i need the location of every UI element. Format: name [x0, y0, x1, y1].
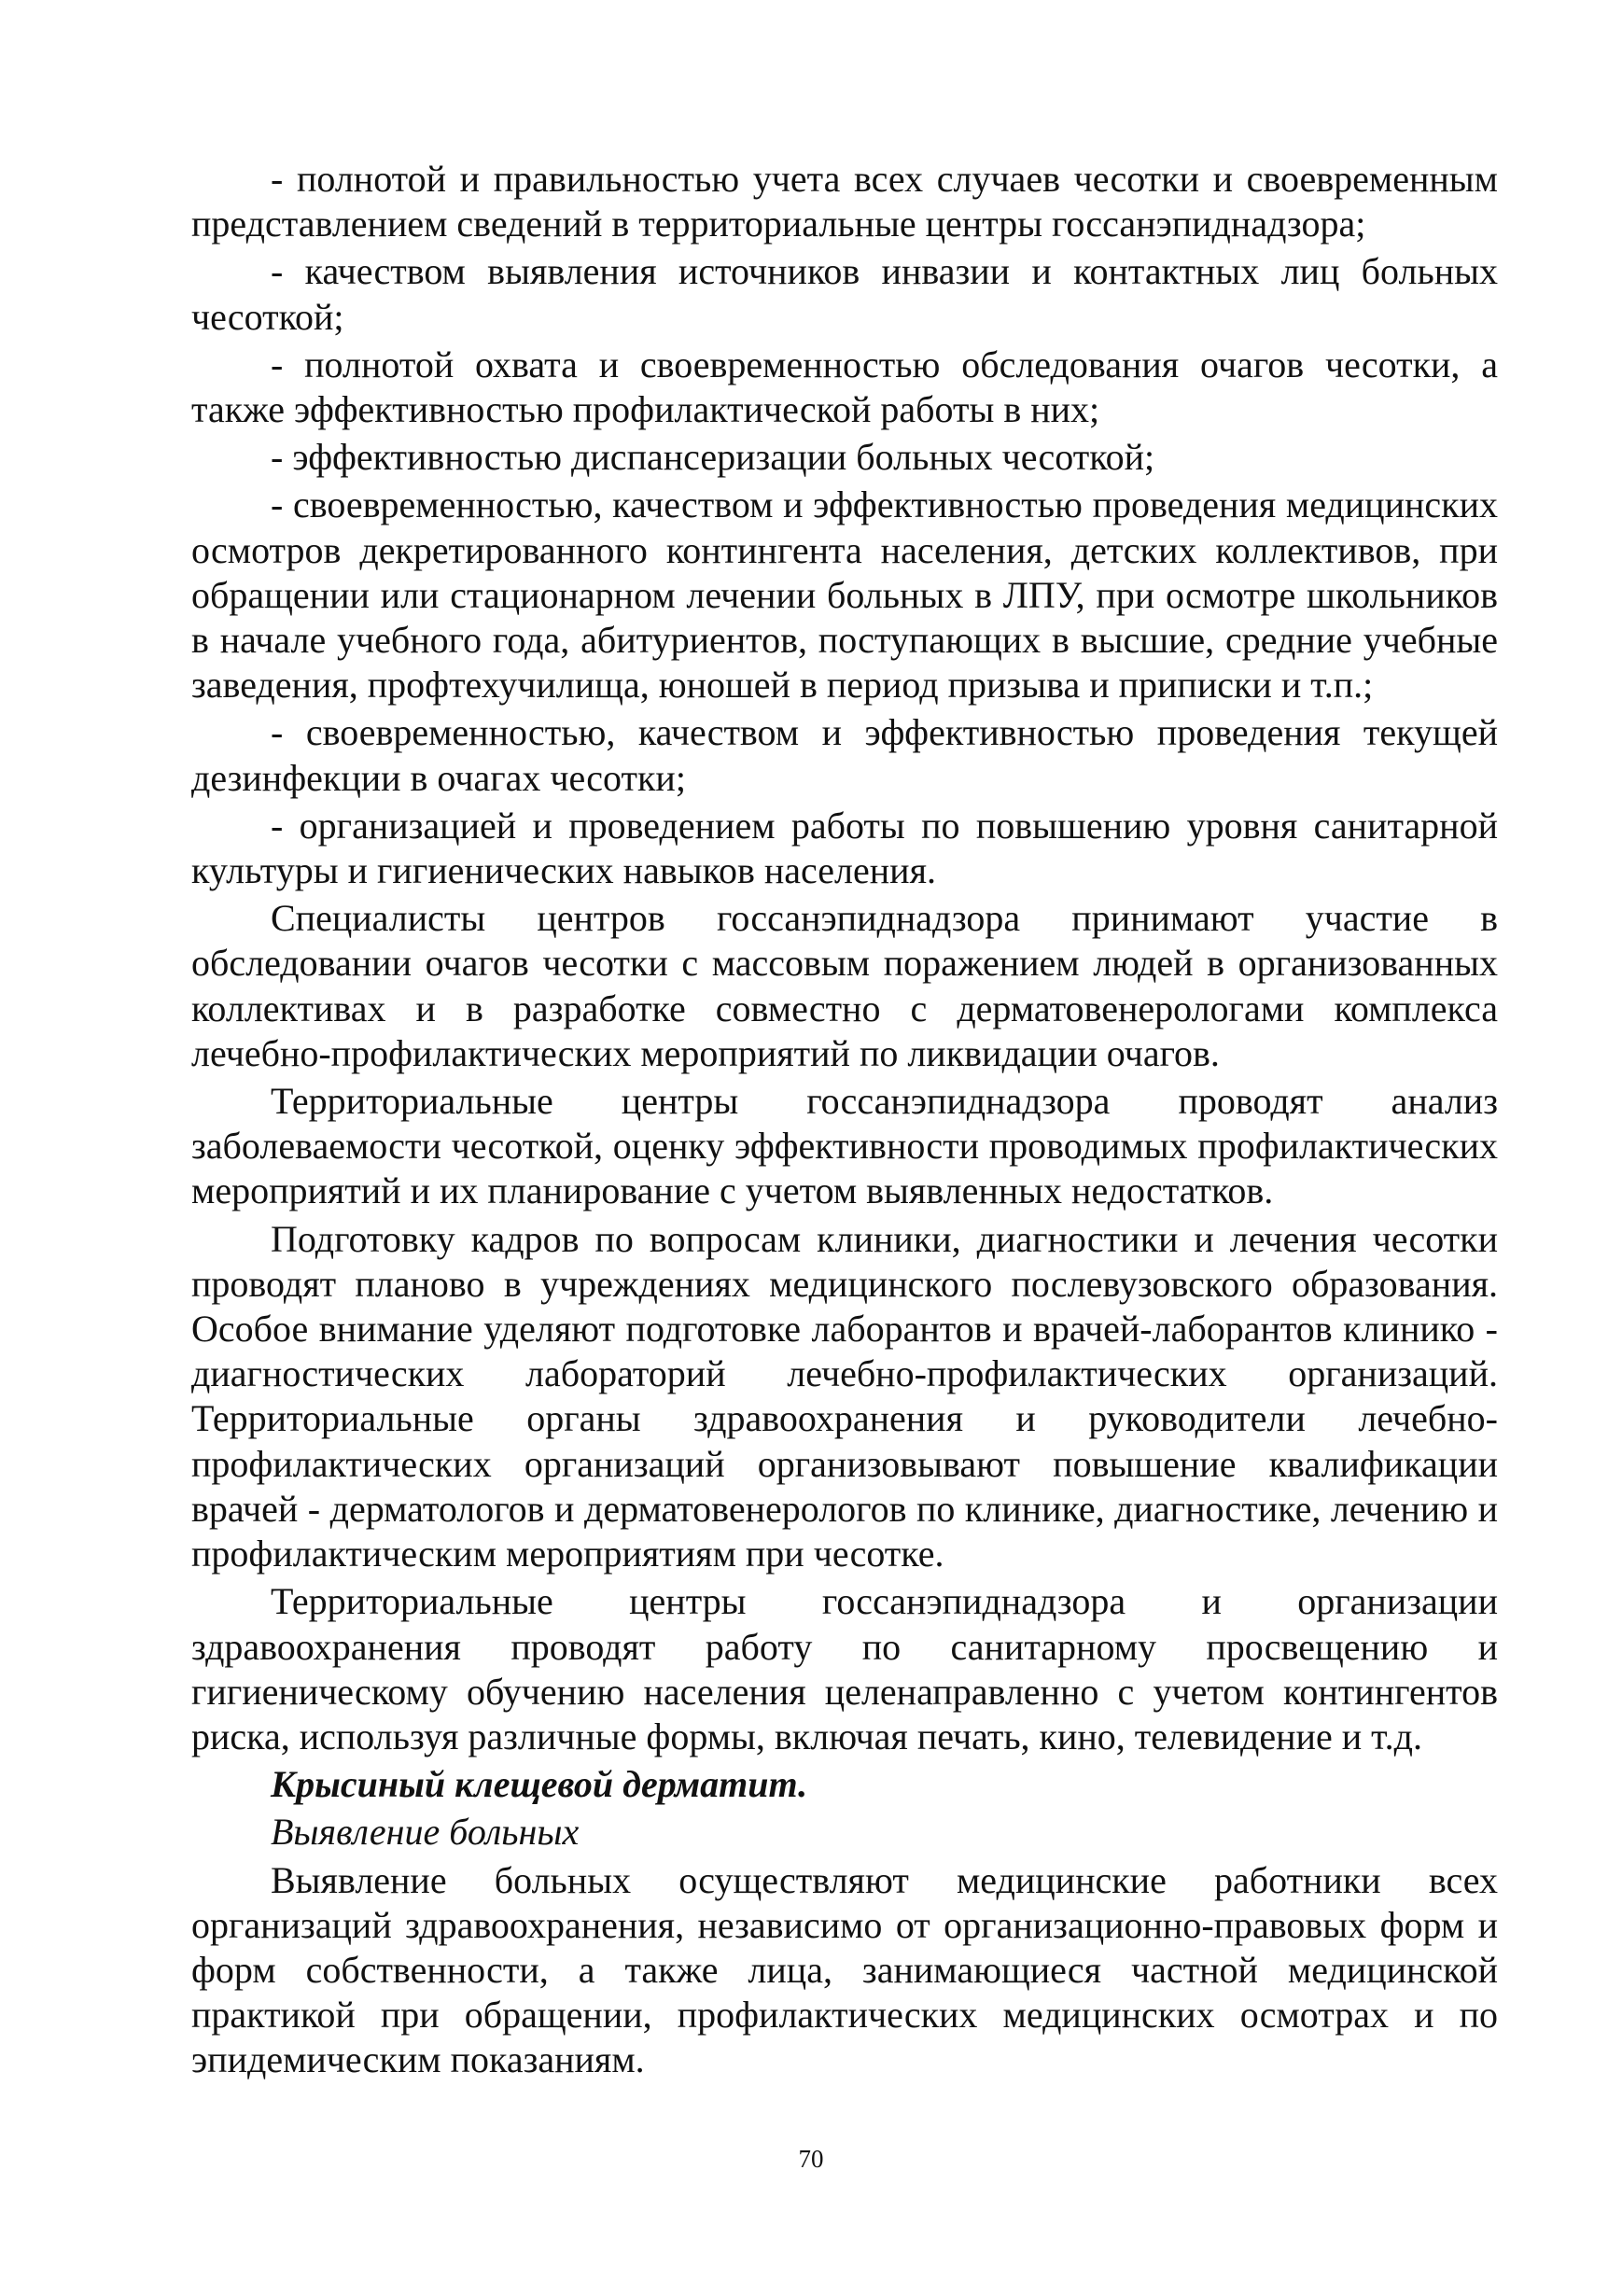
paragraph-foci-coverage: - полнотой охвата и своевременностью обследования очагов чесотки, а также эффективностью профилактической работы в них; — [191, 343, 1498, 431]
paragraph-specialists: Специалисты центров госсанэпиднадзора принимают участие в обследовании очагов чесотки с массовым поражением людей в организованных коллективах и в разработке совместно с дерматовенерологами комплекса лечебно-профилактических мероприятий по ликвидации очагов. — [191, 897, 1498, 1074]
subsection-title: Выявление больных — [271, 1811, 580, 1854]
paragraph-education: Территориальные центры госсанэпиднадзора и организации здравоохранения проводят работу по санитарному просвещению и гигиеническому обучению населения целенаправленно с учетом контингентов риска, используя различные формы, включая печать, кино, телевидение и т.д. — [191, 1580, 1498, 1757]
paragraph-detection-quality: - качеством выявления источников инвазии и контактных лиц больных чесоткой; — [191, 250, 1498, 338]
page-body — [191, 157, 1498, 2086]
paragraph-patient-detection: Выявление больных осуществляют медицинские работники всех организаций здравоохранения, независимо от организационно-правовых форм и форм собственности, а также лица, занимающиеся частной медицинской практикой при обращении, профилактических медицинских осмотрах и по эпидемическим показаниям. — [191, 1858, 1498, 2081]
paragraph-disinfection: - своевременностью, качеством и эффективностью проведения текущей дезинфекции в очагах чесотки; — [191, 711, 1498, 799]
paragraph-training: Подготовку кадров по вопросам клиники, диагностики и лечения чесотки проводят планово в учреждениях медицинского послевузовского образования. Особое внимание уделяют подготовке лаборантов и врачей-лаборантов клинико - диагностических лабораторий лечебно-профилактических организаций. Территориальные органы здравоохранения и руководители лечебно-профилактических организаций организовывают повышение квалификации врачей - дерматологов и дерматовенерологов по клинике, диагностике, лечению и профилактическим мероприятиям при чесотке. — [191, 1217, 1498, 1575]
paragraph-accounting: - полнотой и правильностью учета всех случаев чесотки и своевременным представлением сведений в территориальные центры госсанэпиднадзора; — [191, 158, 1498, 245]
paragraph-sanitary-culture: - организацией и проведением работы по повышению уровня санитарной культуры и гигиенических навыков населения. — [191, 804, 1498, 892]
paragraph-medical-exams: - своевременностью, качеством и эффективностью проведения медицинских осмотров декретированного контингента населения, детских коллективов, при обращении или стационарном лечении больных в ЛПУ, при осмотре школьников в начале учебного года, абитуриентов, поступающих в высшие, средние учебные заведения, профтехучилища, юношей в период призыва и приписки и т.п.; — [191, 483, 1498, 707]
paragraph-dispensary: - эффективностью диспансеризации больных чесоткой; — [271, 436, 1155, 479]
section-title: Крысиный клещевой дерматит. — [271, 1763, 808, 1806]
paragraph-analysis: Территориальные центры госсанэпиднадзора проводят анализ заболеваемости чесоткой, оценку эффективности проводимых профилактических мероприятий и их планирование с учетом выявленных недостатков. — [191, 1080, 1498, 1212]
page-number: 70 — [798, 2145, 824, 2173]
